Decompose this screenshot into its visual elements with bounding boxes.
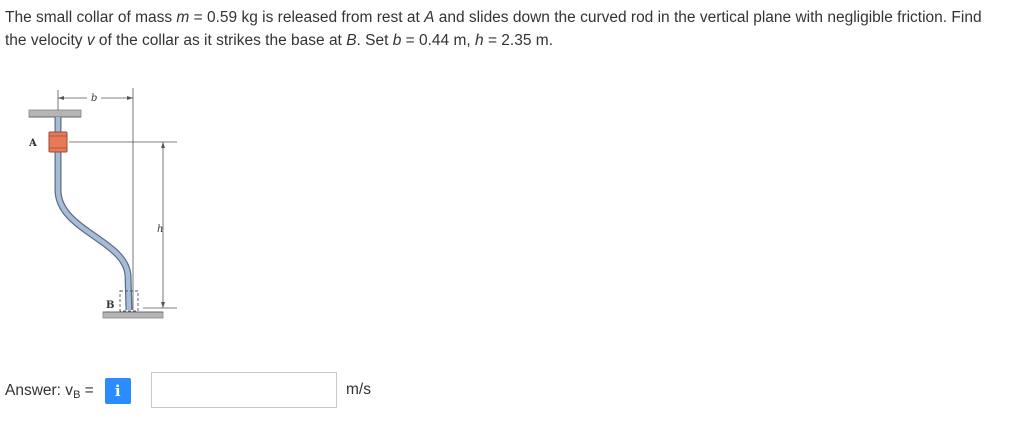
problem-statement xyxy=(5,6,1005,52)
point-b-label: B xyxy=(106,300,115,311)
answer-unit: m/s xyxy=(346,381,371,398)
text-segment: and slides down the curved rod in the vertical plane with negligible friction. Find the velocity xyxy=(5,9,982,49)
collar-rod-figure xyxy=(25,80,205,330)
text-segment: . Set xyxy=(356,32,393,49)
figure-drawing xyxy=(25,80,205,330)
mass-symbol: m xyxy=(176,9,190,26)
point-a-symbol: A xyxy=(424,9,435,26)
text-segment: = 2.35 m. xyxy=(483,32,553,49)
answer-label-equals: = xyxy=(80,381,94,399)
text-segment: of the collar as it strikes the base at xyxy=(94,32,347,49)
text-segment: = 0.44 m, xyxy=(401,32,476,49)
base-support xyxy=(103,312,163,318)
text-segment: The small collar of mass xyxy=(5,9,177,26)
point-b-symbol: B xyxy=(346,32,357,49)
h-dim-label: h xyxy=(157,224,164,235)
b-symbol: b xyxy=(392,32,402,49)
answer-input[interactable] xyxy=(151,372,337,408)
answer-label xyxy=(5,382,94,401)
collar-at-a xyxy=(49,132,67,152)
point-a-label: A xyxy=(29,138,37,149)
answer-label-subscript: B xyxy=(73,388,81,401)
info-icon: i xyxy=(114,382,121,400)
answer-label-text: Answer: v xyxy=(5,381,74,399)
info-button[interactable] xyxy=(105,378,131,404)
h-symbol: h xyxy=(475,32,484,49)
b-dim-label: b xyxy=(91,93,98,104)
text-segment: = 0.59 kg is released from rest at xyxy=(189,9,425,26)
curved-rod xyxy=(58,117,129,310)
velocity-symbol: v xyxy=(86,32,95,49)
top-support xyxy=(29,110,81,117)
answer-row xyxy=(5,372,371,410)
